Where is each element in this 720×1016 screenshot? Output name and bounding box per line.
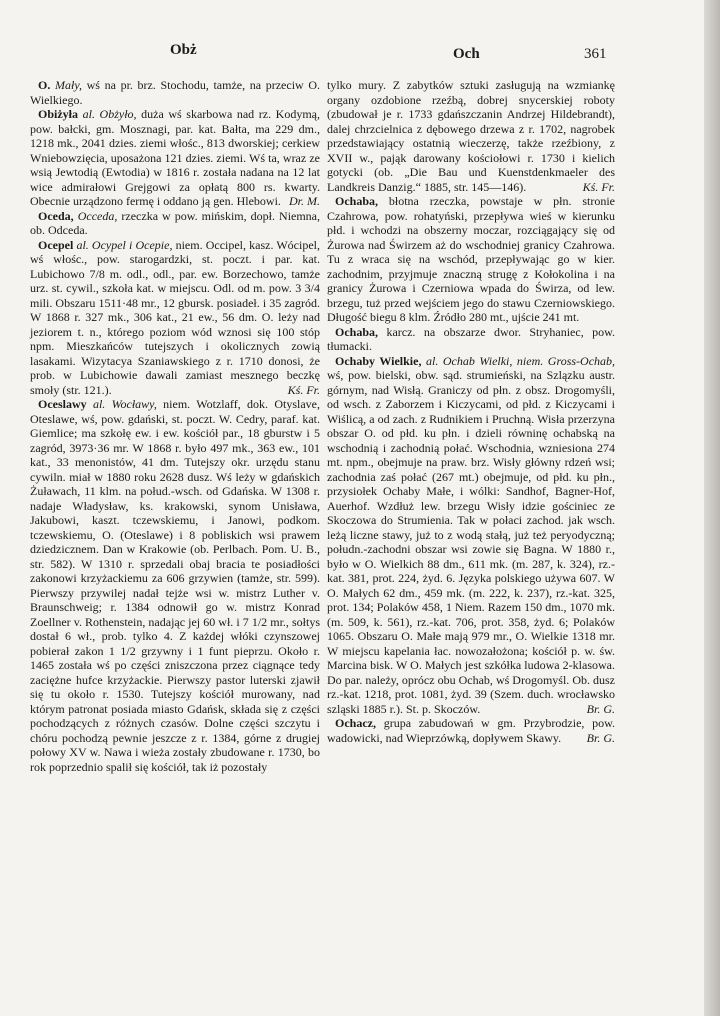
entry-variant-names: al. Wocławy, xyxy=(92,397,157,411)
entry-headword: Obiżyła xyxy=(38,107,79,121)
header-left: Obż xyxy=(170,42,197,58)
entry-headword: Ochaby Wielkie, xyxy=(335,353,422,368)
header-middle: Och xyxy=(453,46,480,62)
entry-author: Kś. Fr. xyxy=(287,382,320,397)
dictionary-entry xyxy=(327,194,615,325)
dictionary-entry xyxy=(327,78,615,194)
entry-variant-names: al. Obżyło, xyxy=(82,107,137,121)
entry-headword: O. xyxy=(38,78,51,92)
entry-text: grupa zabudowań w gm. Przybrodzie, pow. wadowicki, nad Wieprzówką, dopływem Skawy. xyxy=(327,716,615,745)
entry-text: niem. Wotzlaff, dok. Otyslave, Oteslawe, wś, pow. gdański, st. poczt. W. Cedry, paraf. kat. Giemlice; ma szkołę ew. i ew. kościół par., 18 gburstw i 5 zagród, 3973·36 mr. W 1868 r. było 497 mk., 363 ew., 101 kat., 33 menonistów, 41 dm. Tutejszy okr. urzędu stanu cywiln. miał w 1880 roku 2628 dusz. Wś leży w gdańskich Żuławach, 11 klm. na połud.-wsch. od Gdańska. W 1308 r. nadaje Władysław, ks. krakowski, synom Unisława, Jakubowi, kaszt. tczewskiemu, i Janowi, podkom. tczewskiemu, O. (Oteslawe) i 8 pobliskich wsi prawem dziedzicznem. Dan w Krakowie (ob. Perlbach. Pom. U. B., str. 582). W 1310 r. sprzedali obaj bracia te posiadłości zakonowi krzyżackiemu za 606 grzywien (tamże, str. 599). Pierwszy przywilej nadał tejże wsi w. mistrz Luther v. Braunschweig; r. 1384 odnowił go w. mistrz Konrad Zoellner v. Rothenstein, nadając jej 60 wł. i 7 1/2 mr., sołtys dostał 6 wł., prob. tylko 4. Z każdej włóki czynszowej pobierał zakon 1 1/2 grzywny i 1 funt pieprzu. Około r. 1465 została wś po części zniszczona przez ciągnące tedy zaciężne hufce krzyżackie. Pierwszy pastor luterski zjawił się tu około r. 1530. Tutejszy kościół murowany, nad którym patronat posiada miasto Gdańsk, składa się z części pochodzących z różnych czasów. Dolne części szczytu i chóru pochodzą pewnie jeszcze z r. 1384, górne z drugiej połowy XV w. Nawa i wieża zostały zbudowane r. 1730, bo rok poprzednio spalił się kościół, tak iż pozostały xyxy=(30,397,320,774)
entry-headword: Ocepel xyxy=(38,237,74,252)
entry-author: Kś. Fr. xyxy=(582,179,615,194)
entry-headword: Ochaba, xyxy=(335,324,379,339)
dictionary-entry xyxy=(30,209,320,238)
entry-variant-names: al. Ochab Wielki, niem. Gross-Ochab, xyxy=(426,353,616,368)
entry-text: rzeczka w pow. mińskim, dopł. Niemna, ob. Odceda. xyxy=(30,208,321,237)
entry-headword: Oceslawy xyxy=(38,397,87,411)
entry-text: karcz. na obszarze dwor. Stryhaniec, pow. tłumacki. xyxy=(327,324,615,353)
entry-author: Br. G. xyxy=(586,701,615,716)
entry-author: Dr. M. xyxy=(288,194,320,208)
dictionary-entry xyxy=(30,238,320,398)
dictionary-entry xyxy=(30,397,320,774)
entry-variant-names: Occeda, xyxy=(77,208,118,223)
dictionary-entry xyxy=(327,325,615,354)
running-header xyxy=(0,42,720,66)
left-column xyxy=(30,78,320,774)
entry-text: duża wś skarbowa nad rz. Kodymą, pow. bałcki, gm. Mosznagi, par. kat. Bałta, ma 229 dm., 1218 mk., 2041 dzies. ziemi włośc., 813 dworskiej; cerkiew Wniebowzięcia, uposażona 121 dzies. ziemi. Wś ta, wraz ze wsią Jewtodią (Ewtodia) w 1816 r. została nadana na 12 lat wice admirałowi Grejgowi za opłatą 800 rs. kwarty. Obecnie urządzono fermę i oddano ją gen. Hlebowi. xyxy=(30,107,321,208)
dictionary-entry xyxy=(327,716,615,745)
entry-text: wś, pow. bielski, obw. sąd. strumieński, na Szlązku austr. górnym, nad Wisłą. Graniczy od płn. z obsz. Drogomyśli, od wsch. z Zaborzem i Kiczycami, od płd. z Kiczycami i Wiślicą, a od zach. z Rudnikiem i Pruchną. Wisła przerzyna obszar O. od płd. ku płn. i dzieli równinę ochabską na wschodnią i zachodnią połać. Wschodnia, wzniesiona 274 mt. npm., obejmuje na praw. brz. Wisły główny rdzeń wsi; zachodnia zaś połać (267 mt.) obejmuje, od płd. ku płn., przysiołek Ochaby Małe, i wólki: Sandhof, Bagner-Hof, Auerhof. Wzdłuż lew. brzegu Wisły idzie gościniec ze Skoczowa do Strumienia. Tak w połaci zachod. jak wsch. leżą liczne stawy, już to z wodą stałą, już też peryodyczną; połudn.-zachodni obszar wsi zowie się Bagna. W 1880 r., było w O. Wielkich 88 dm., 611 mk. (m. 287, k. 324), rz.-kat. 381, prot. 224, żyd. 6. Języka polskiego używa 607. W O. Małych 62 dm., 459 mk. (m. 222, k. 237), rz.-kat. 325, prot. 134; Polaków 458, 1 Niem. Razem 150 dm., 1070 mk. (m. 509, k. 561), rz.-kat. 706, prot. 358, żyd. 6; Polaków 1065. Obszaru O. Małe mają 979 mr., O. Wielkie 1318 mr. W miejscu kapelania łac. nowozałożona; kościół p. w. św. Marcina bisk. W O. Małych jest szkółka ludowa 2-klasowa. Do par. należy, oprócz obu Ochab, wś Drogomyśl. Ob. dusz rz.-kat. 1218, prot. 1081, żyd. 39 (Szem. duch. wrocławsko szląski 1885 r.). St. p. Skoczów. xyxy=(327,368,615,716)
dictionary-entry xyxy=(30,107,320,209)
entry-text: wś na pr. brz. Stochodu, tamże, na przeciw O. Wielkiego. xyxy=(30,78,321,107)
right-column xyxy=(327,78,615,745)
entry-author: Br. G. xyxy=(586,730,615,745)
dictionary-entry xyxy=(327,354,615,717)
page-number: 361 xyxy=(584,46,607,62)
entry-headword: Ochaba, xyxy=(335,194,379,208)
entry-variant-names: Mały, xyxy=(54,78,82,92)
entry-text: niem. Occipel, kasz. Wócipel, wś włośc., pow. starogardzki, st. poczt. i par. kat. Lubichowo 7/8 m. odl., odl., par. ew. Borzechowo, tamże urz. st. cywil., szkoła kat. w miejscu. Odl. od m. pow. 3 3/4 mili. Obszaru 1511·48 mr., 12 gbursk. posiadeł. i 35 zagród. W 1868 r. 327 mk., 306 kat., 21 ew., 56 dm. O. leży nad jeziorem t. n., którego poziom wód wznosi się 100 stóp npm. Mieszkańców tutejszych i okolicznych zowią lasakami. Wizytacya Szaniawskiego z r. 1710 donosi, że prob. w Lubichowie dawali zamiast mesznego beczkę smoły (str. 121.). xyxy=(30,237,321,397)
dictionary-entry xyxy=(30,78,320,107)
entry-text: błotna rzeczka, powstaje w płn. stronie Czahrowa, pow. rohatyński, przepływa wieś w kierunku płd. i wchodzi na obszerny moczar, rozciągający się od Żurowa nad Świrzem aż do wschodniej granicy Czahrowa. Tu z wraca się na wschód, przepływając go w kier. zachodnim, przyjmuje znaczną strugę z Kołokolina i na granicy Żurowa i Czerniowa wpada do Świrza, od lew. brzegu, tuż przed wejściem jego do stawu Czerniowskiego. Długość biegu 8 klm. Źródło 280 mt., ujście 241 mt. xyxy=(327,194,616,324)
entry-headword: Oceda, xyxy=(38,208,74,223)
entry-headword: Ochacz, xyxy=(335,716,376,730)
entry-text: tylko mury. Z zabytków sztuki zasługują na wzmiankę organy ozdobione rzeźbą, dobrej snycerskiej roboty (zbudował je r. 1733 gdańszczanin Andrzej Hildebrandt), dalej chrzcielnica z dębowego drzewa z r. 1702, nagrobek przedstawiający ostatnią wieczerzę, także rzeźbiony, z XVII w., pająk darowany kościołowi r. 1730 i kielich gotycki (ob. „Die Bau und Kuenstdenkmaeler des Landkreis Danzig.“ 1885, str. 145—146). xyxy=(327,78,615,194)
entry-variant-names: al. Ocypel i Ocepie, xyxy=(76,237,173,252)
page-edge xyxy=(704,0,720,1016)
